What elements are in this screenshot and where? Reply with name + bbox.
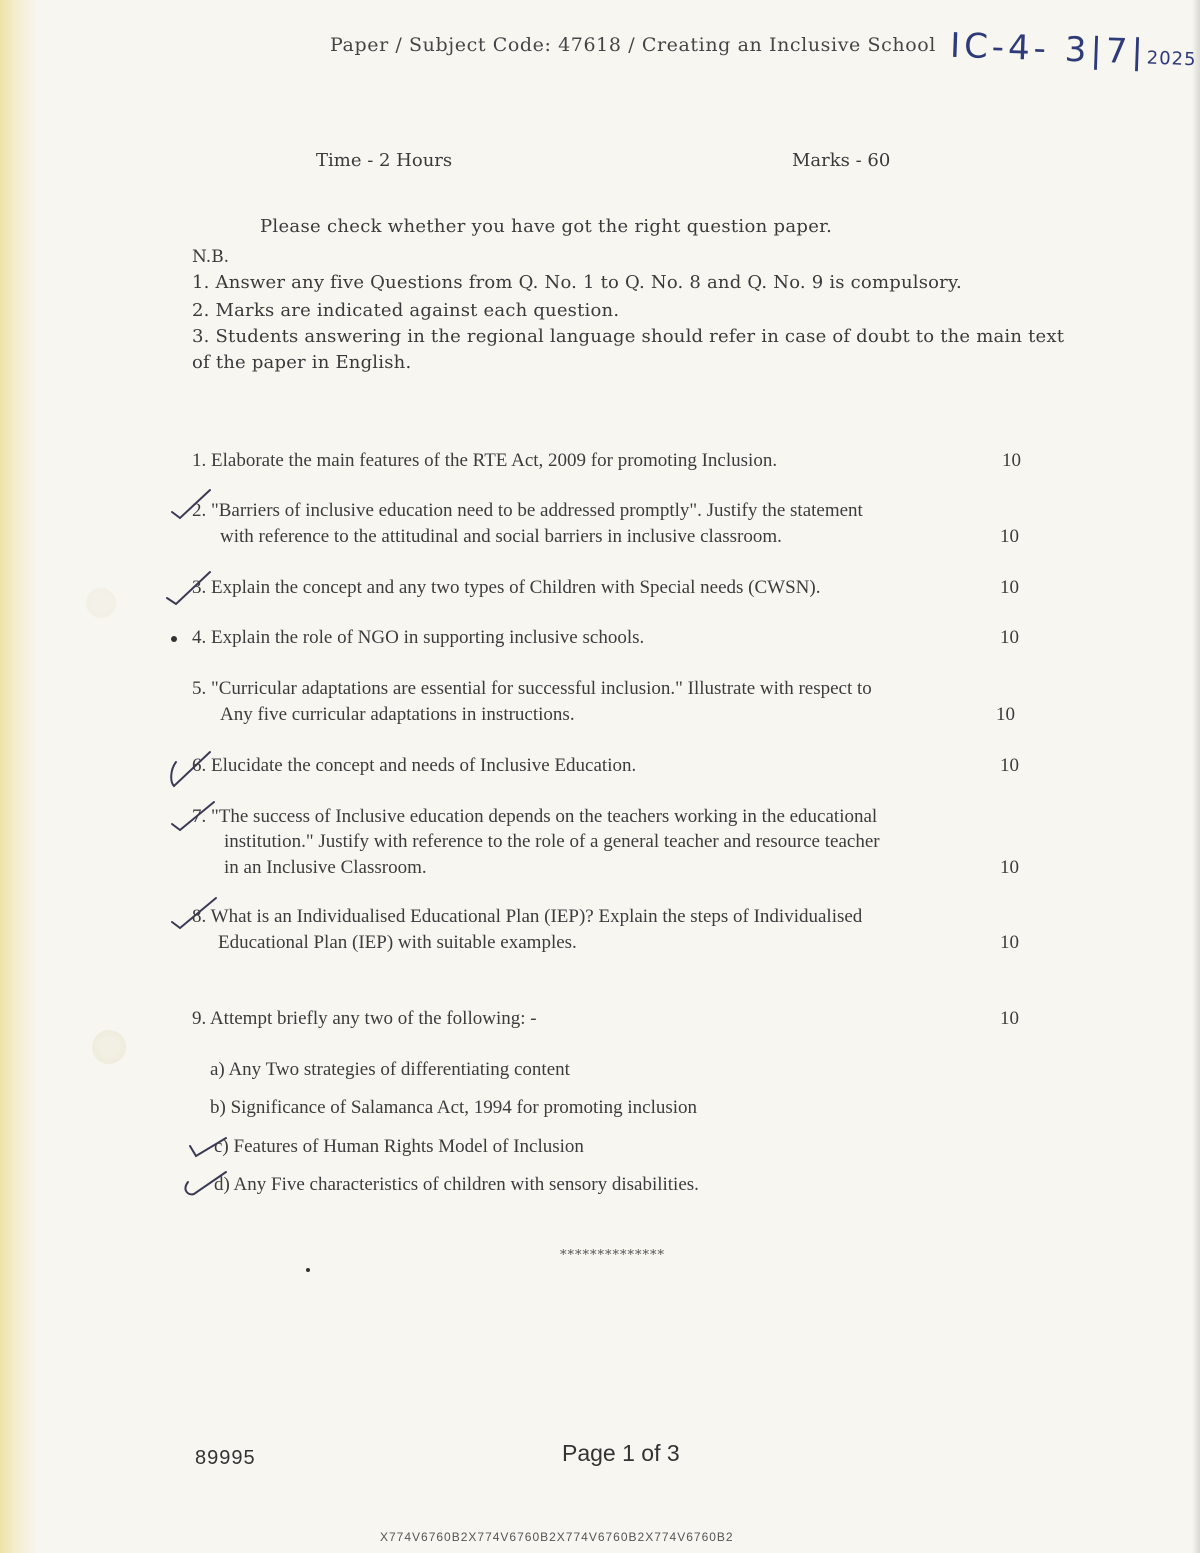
- sub-question-c: c) Features of Human Rights Model of Inclusion: [214, 1136, 584, 1157]
- check-note: Please check whether you have got the right question paper.: [260, 216, 833, 237]
- exam-marks: Marks - 60: [792, 150, 891, 171]
- question-9-line: 9. Attempt briefly any two of the following: -: [192, 1008, 537, 1029]
- question-3-marks: 10: [1000, 577, 1019, 598]
- question-7-line: in an Inclusive Classroom.: [224, 857, 427, 878]
- exam-time: Time - 2 Hours: [316, 150, 453, 171]
- question-8-line: 8. What is an Individualised Educational Plan (IEP)? Explain the steps of Individualised: [192, 906, 863, 927]
- footer-watermark: X774V6760B2X774V6760B2X774V6760B2X774V6760B2: [380, 1530, 734, 1544]
- sub-question-d: d) Any Five characteristics of children with sensory disabilities.: [214, 1174, 699, 1195]
- question-8-marks: 10: [1000, 932, 1019, 953]
- question-8-line: Educational Plan (IEP) with suitable examples.: [218, 932, 577, 953]
- question-4-marks: 10: [1000, 627, 1019, 648]
- question-7-line: institution." Justify with reference to the role of a general teacher and resource teacher: [224, 831, 880, 852]
- scan-edge-left: [0, 0, 38, 1553]
- instruction-line: 2. Marks are indicated against each question.: [192, 300, 620, 321]
- question-2-marks: 10: [1000, 526, 1019, 547]
- instruction-line: of the paper in English.: [192, 352, 412, 373]
- end-of-questions-marker: **************: [560, 1248, 665, 1263]
- scan-speck: [306, 1268, 310, 1272]
- handwritten-year: 2025: [1146, 47, 1197, 71]
- question-5-line: Any five curricular adaptations in instructions.: [220, 704, 575, 725]
- footer-code: 89995: [195, 1447, 256, 1469]
- question-5-marks: 10: [996, 704, 1015, 725]
- scan-edge-right: [1192, 0, 1200, 1553]
- question-7-line: 7. "The success of Inclusive education depends on the teachers working in the educational: [192, 806, 878, 827]
- punch-hole-mark: [92, 1030, 126, 1064]
- question-6-line: 6. Elucidate the concept and needs of Inclusive Education.: [192, 755, 637, 776]
- question-2-line: 2. "Barriers of inclusive education need to be addressed promptly". Justify the statement: [192, 500, 863, 521]
- sub-question-b: b) Significance of Salamanca Act, 1994 for promoting inclusion: [210, 1097, 698, 1118]
- question-2-line: with reference to the attitudinal and social barriers in inclusive classroom.: [220, 526, 782, 547]
- handwritten-date: 3|7|: [1064, 29, 1148, 73]
- handwritten-code: IC-4-: [949, 25, 1051, 70]
- instruction-line: 3. Students answering in the regional language should refer in case of doubt to the main text: [192, 326, 1065, 347]
- sub-question-a: a) Any Two strategies of differentiating content: [210, 1059, 570, 1080]
- instruction-line: 1. Answer any five Questions from Q. No. 1 to Q. No. 8 and Q. No. 9 is compulsory.: [192, 272, 962, 293]
- paper-title: Paper / Subject Code: 47618 / Creating an Inclusive School: [330, 34, 936, 56]
- page-number: Page 1 of 3: [562, 1440, 680, 1466]
- handwritten-annotation: [949, 26, 1197, 75]
- question-1-marks: 10: [1002, 450, 1021, 471]
- question-5-line: 5. "Curricular adaptations are essential for successful inclusion." Illustrate with respect to: [192, 678, 872, 699]
- punch-hole-mark: [86, 588, 116, 618]
- question-6-marks: 10: [1000, 755, 1019, 776]
- question-4-line: 4. Explain the role of NGO in supporting inclusive schools.: [192, 627, 645, 648]
- question-3-line: 3. Explain the concept and any two types of Children with Special needs (CWSN).: [192, 577, 821, 598]
- bullet-dot: [171, 636, 177, 642]
- nb-label: N.B.: [192, 247, 230, 267]
- question-9-marks: 10: [1000, 1008, 1019, 1029]
- question-7-marks: 10: [1000, 857, 1019, 878]
- question-1-line: 1. Elaborate the main features of the RTE Act, 2009 for promoting Inclusion.: [192, 450, 778, 471]
